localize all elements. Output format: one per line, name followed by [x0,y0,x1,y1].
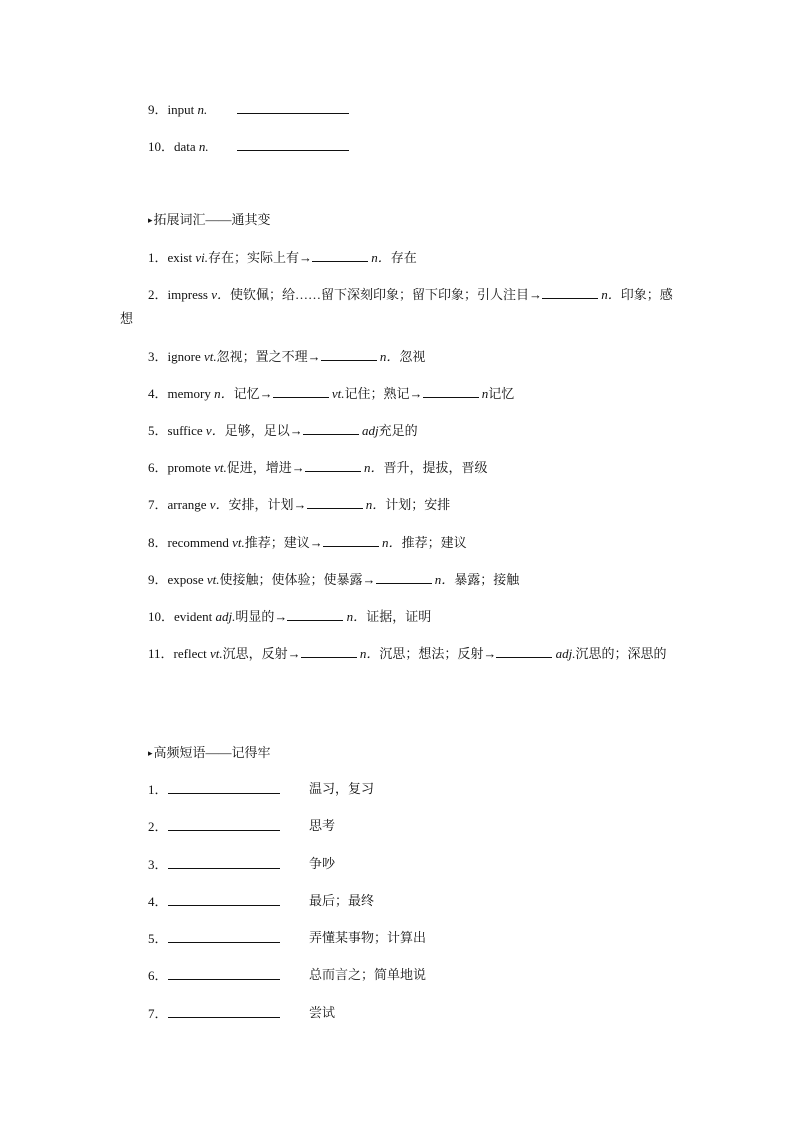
vocab-item [148,136,349,157]
phrase-meaning: 总而言之；简单地说 [309,967,427,982]
list-item: 11．reflect vt.沉思，反射→ n．沉思；想法；反射→ adj.沉思的；深思的 [120,642,682,666]
answer-blank[interactable] [496,643,552,658]
answer-blank[interactable] [303,420,359,435]
answer-blank[interactable] [301,643,357,658]
list-item: 9．expose vt.使接触；使体验；使暴露→ n．暴露；接触 [148,569,519,590]
answer-blank[interactable] [423,383,479,398]
triangle-bullet-icon: ▸ [148,748,153,758]
answer-blank[interactable] [305,457,361,472]
item-number: 10． [148,139,175,154]
list-item: 1．exist vi.存在；实际上有→ n．存在 [148,247,417,268]
answer-blank[interactable] [237,99,349,114]
item-pos: n. [197,102,208,117]
phrase-meaning: 思考 [309,818,336,833]
phrase-item: 1． [148,779,280,800]
section-title: 拓展词汇——通其变 [153,212,271,227]
answer-blank[interactable] [168,1003,280,1018]
phrase-meaning: 尝试 [309,1005,336,1020]
answer-blank[interactable] [168,928,280,943]
list-item: 2．impress v．使钦佩；给……留下深刻印象；留下印象；引人注目→ n．印象；感想 [120,283,682,331]
answer-blank[interactable] [168,965,280,980]
list-item: 3．ignore vt.忽视；置之不理→ n．忽视 [148,346,425,367]
answer-blank[interactable] [287,606,343,621]
section-title: 高频短语——记得牢 [153,745,271,760]
answer-blank[interactable] [168,891,280,906]
phrase-item: 6． [148,965,280,986]
phrase-meaning: 争吵 [309,856,336,871]
phrase-meaning: 弄懂某事物；计算出 [309,930,427,945]
list-item: 5．suffice v．足够，足以→ adj充足的 [148,420,418,441]
phrase-meaning: 最后；最终 [309,893,375,908]
answer-blank[interactable] [168,816,280,831]
answer-blank[interactable] [376,569,432,584]
vocab-item [148,99,349,120]
answer-blank[interactable] [273,383,329,398]
answer-blank[interactable] [323,532,379,547]
answer-blank[interactable] [307,494,363,509]
answer-blank[interactable] [168,779,280,794]
answer-blank[interactable] [237,136,349,151]
answer-blank[interactable] [542,284,598,299]
phrase-item: 2． [148,816,280,837]
answer-blank[interactable] [321,346,377,361]
list-item: 8．recommend vt.推荐；建议→ n．推荐；建议 [148,532,467,553]
item-number: 9． [148,102,168,117]
phrase-item: 5． [148,928,280,949]
triangle-bullet-icon: ▸ [148,215,153,225]
list-item: 10．evident adj.明显的→ n．证据，证明 [148,606,431,627]
list-item: 7．arrange v．安排，计划→ n．计划；安排 [148,494,450,515]
list-item: 6．promote vt.促进，增进→ n．晋升，提拔，晋级 [148,457,488,478]
section-heading-expand [148,210,271,231]
item-word: data [174,139,196,154]
phrase-item: 4． [148,891,280,912]
list-item: 4．memory n．记忆→ vt.记住；熟记→ n记忆 [148,383,514,404]
phrase-meaning: 温习，复习 [309,781,375,796]
phrase-item: 7． [148,1003,280,1024]
item-pos: n. [198,139,209,154]
answer-blank[interactable] [312,247,368,262]
item-word: input [167,102,195,117]
answer-blank[interactable] [168,854,280,869]
section-heading-phrases [148,743,271,764]
phrase-item: 3． [148,854,280,875]
